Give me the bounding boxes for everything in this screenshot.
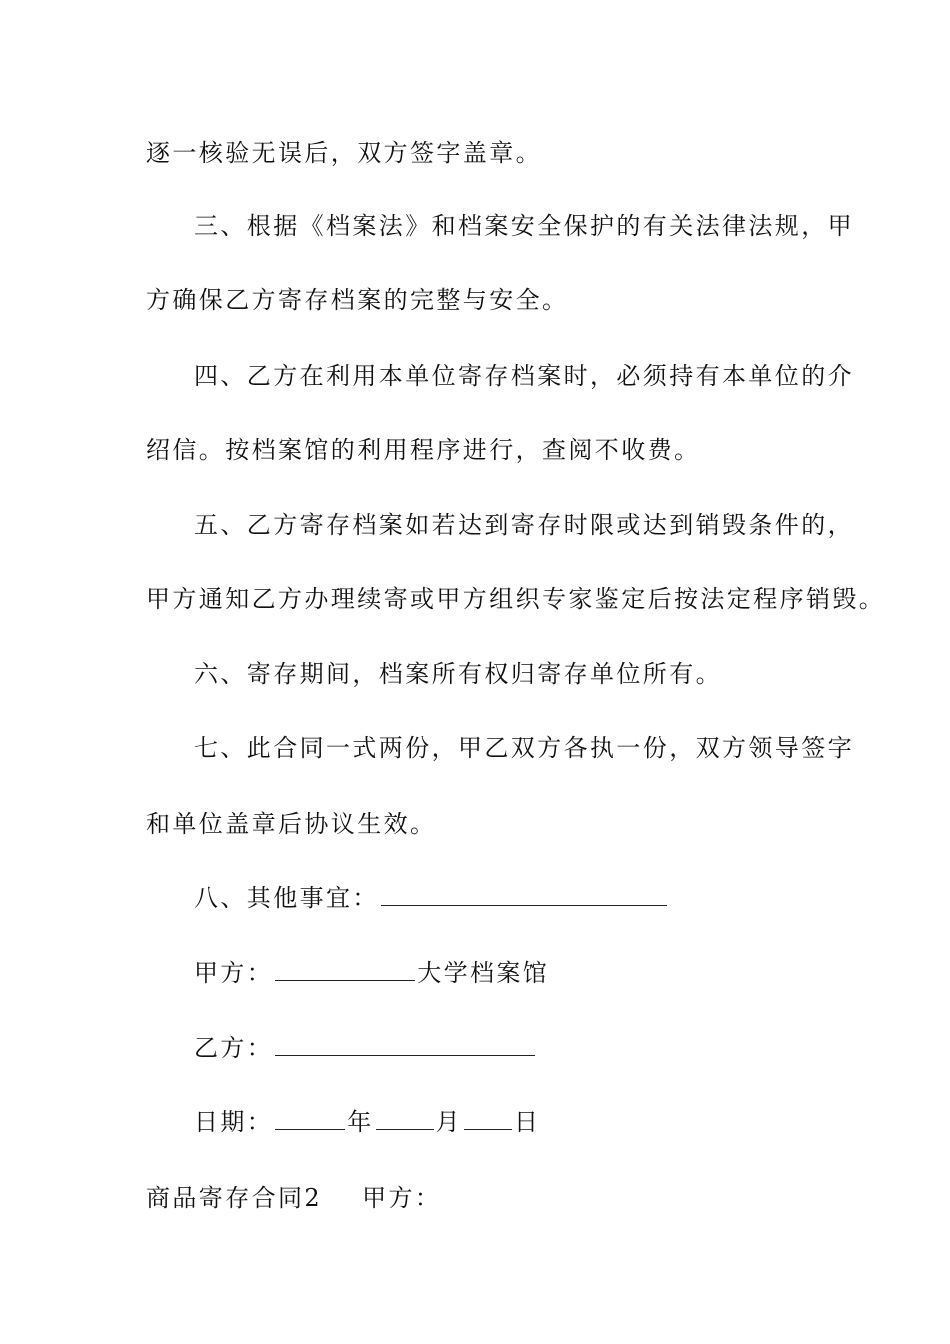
party-a-suffix: 大学档案馆	[417, 959, 550, 987]
party-a-label: 甲方：	[194, 959, 274, 987]
paragraph-text: 甲方通知乙方办理续寄或甲方组织专家鉴定后按法定程序销毁。	[146, 585, 886, 613]
date-field	[194, 1107, 540, 1137]
next-section-heading	[146, 1183, 441, 1213]
other-matters-field	[194, 883, 669, 913]
paragraph-text: 五、乙方寄存档案如若达到寄存时限或达到销毁条件的，	[194, 511, 854, 539]
paragraph-text: 七、此合同一式两份，甲乙双方各执一份，双方领导签字	[194, 734, 854, 762]
paragraph-text: 六、寄存期间，档案所有权归寄存单位所有。	[194, 660, 722, 688]
date-label: 日期：	[194, 1108, 274, 1136]
party-a-field	[194, 958, 549, 988]
year-label: 年	[347, 1108, 374, 1136]
month-blank	[376, 1107, 434, 1130]
other-matters-blank	[381, 883, 667, 906]
party-b-blank	[275, 1033, 535, 1056]
next-section-title: 商品寄存合同2	[146, 1184, 323, 1212]
other-matters-label: 八、其他事宜：	[194, 884, 379, 912]
next-section-party-a-label: 甲方：	[362, 1184, 442, 1212]
party-b-field	[194, 1033, 537, 1063]
paragraph-text: 绍信。按档案馆的利用程序进行，查阅不收费。	[146, 436, 701, 464]
party-a-blank	[275, 958, 415, 981]
day-label: 日	[514, 1108, 541, 1136]
party-b-label: 乙方：	[194, 1034, 274, 1062]
year-blank	[275, 1107, 345, 1130]
paragraph-text: 逐一核验无误后，双方签字盖章。	[146, 139, 542, 167]
paragraph-text: 和单位盖章后协议生效。	[146, 810, 437, 838]
month-label: 月	[435, 1108, 463, 1136]
day-blank	[464, 1107, 512, 1130]
paragraph-text: 方确保乙方寄存档案的完整与安全。	[146, 286, 569, 314]
paragraph-text: 三、根据《档案法》和档案安全保护的有关法律法规，甲	[194, 212, 854, 240]
paragraph-text: 四、乙方在利用本单位寄存档案时，必须持有本单位的介	[194, 362, 854, 390]
